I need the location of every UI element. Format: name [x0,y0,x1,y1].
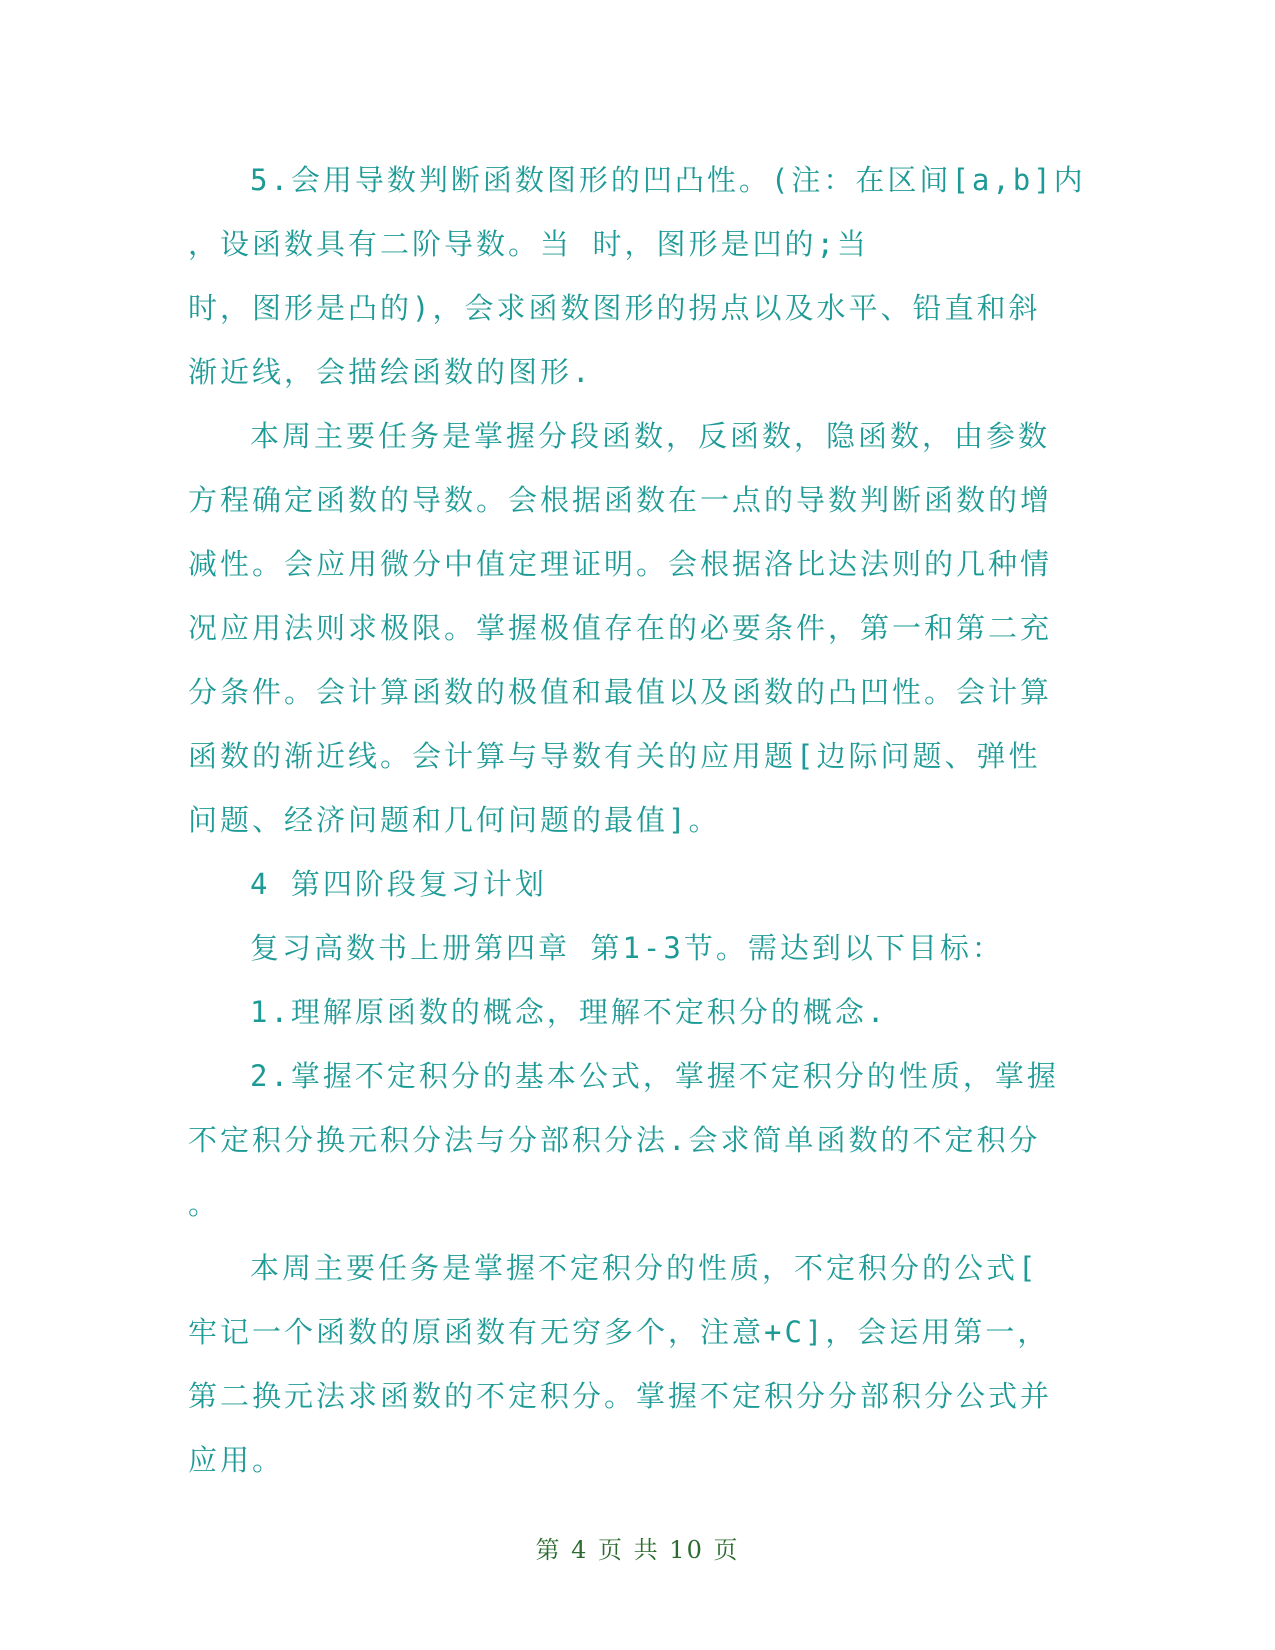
text-line: 2.掌握不定积分的基本公式，掌握不定积分的性质，掌握 [250,1059,1059,1093]
text-line: 分条件。会计算函数的极值和最值以及函数的凸凹性。会计算 [188,675,1053,709]
text-line: 应用。 [188,1443,285,1477]
text-line: 方程确定函数的导数。会根据函数在一点的导数判断函数的增 [188,483,1053,517]
text-line: 问题、经济问题和几何问题的最值]。 [188,803,721,837]
text-line: 5.会用导数判断函数图形的凹凸性。(注：在区间[a,b]内 [250,163,1086,197]
text-line: 减性。会应用微分中值定理证明。会根据洛比达法则的几种情 [188,547,1053,581]
text-line: 不定积分换元积分法与分部积分法.会求简单函数的不定积分 [188,1123,1041,1157]
text-line: 本周主要任务是掌握分段函数，反函数，隐函数，由参数 [250,419,1051,453]
text-line: 。 [188,1187,221,1221]
text-line: 函数的渐近线。会计算与导数有关的应用题[边际问题、弹性 [188,739,1041,773]
section-heading: 4 第四阶段复习计划 [250,867,547,901]
text-line: 第二换元法求函数的不定积分。掌握不定积分分部积分公式并 [188,1379,1053,1413]
text-line: 渐近线，会描绘函数的图形. [188,355,593,389]
document-body [188,148,1086,1492]
text-line: 时，图形是凸的)，会求函数图形的拐点以及水平、铅直和斜 [188,291,1041,325]
text-line: 1.理解原函数的概念，理解不定积分的概念. [250,995,888,1029]
page-footer: 第 4 页 共 10 页 [535,1536,740,1564]
text-line: ，设函数具有二阶导数。当 时，图形是凹的;当 [188,227,869,261]
text-line: 况应用法则求极限。掌握极值存在的必要条件，第一和第二充 [188,611,1053,645]
text-line: 本周主要任务是掌握不定积分的性质，不定积分的公式[ [250,1251,1039,1285]
text-line: 复习高数书上册第四章 第1-3节。需达到以下目标： [250,931,1004,965]
text-line: 牢记一个函数的原函数有无穷多个，注意+C]，会运用第一， [188,1315,1050,1349]
